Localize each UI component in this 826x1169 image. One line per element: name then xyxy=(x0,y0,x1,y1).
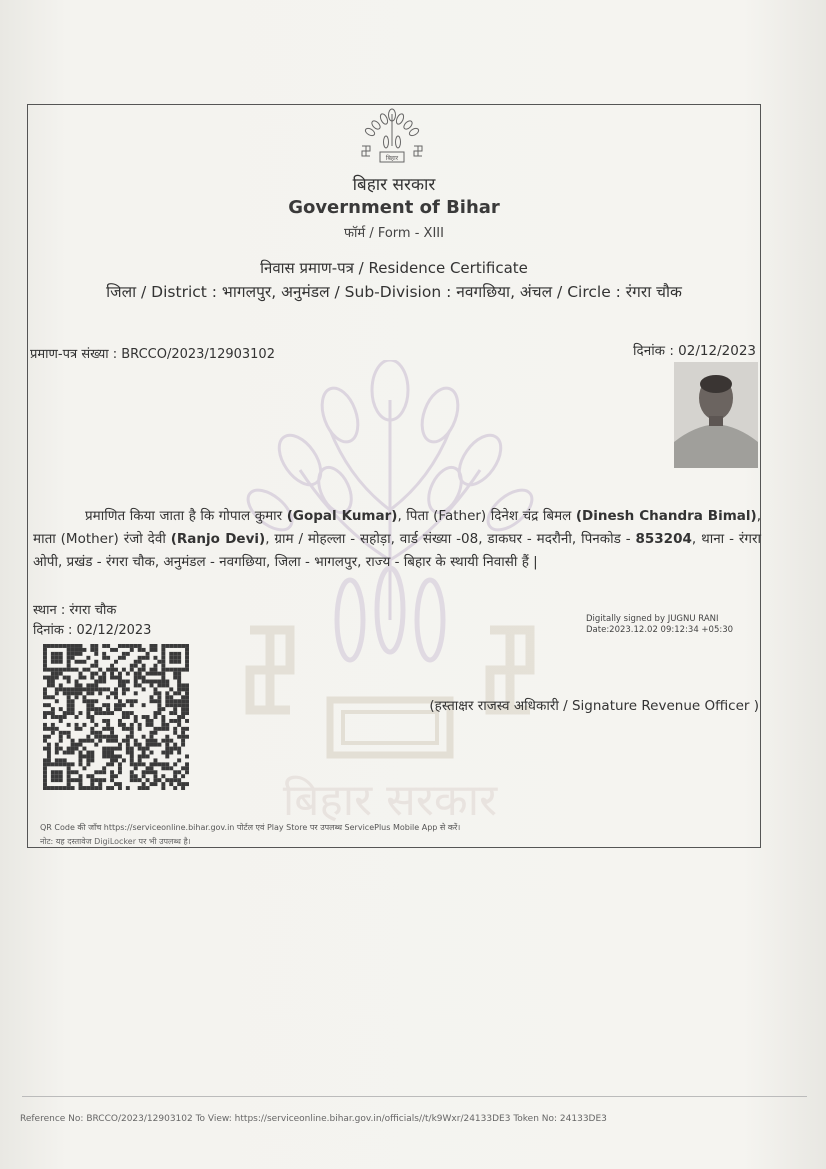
applicant-photo xyxy=(674,362,758,468)
certificate-body: प्रमाणित किया जाता है कि गोपाल कुमार (Gopal Kumar), पिता (Father) दिनेश चंद्र बिमल (Dinesh Chandra Bimal), माता (Mother) रंजो देवी (Ranjo Devi), ग्राम / मोहल्ला - सहोड़ा, वार्ड संख्या -08, डाकघर - मदरौनी, पिनकोड - 853204, थाना - रंगरा ओपी, प्रखंड - रंगरा चौक, अनुमंडल - नवगछिया, जिला - भागलपुर, राज्य - बिहार के स्थायी निवासी हैं | xyxy=(33,508,761,570)
government-english: Government of Bihar xyxy=(288,197,500,218)
digital-signature xyxy=(586,614,733,636)
reference-line: Reference No: BRCCO/2023/12903102 To View: https://serviceonline.bihar.gov.in/officials//t/k9Wxr/24133DE3 Token No: 24133DE3 xyxy=(20,1114,607,1124)
footer-divider xyxy=(22,1096,807,1097)
digilocker-note: नोट: यह दस्तावेज DigiLocker पर भी उपलब्ध है। xyxy=(40,837,191,846)
bihar-emblem-icon xyxy=(358,108,426,170)
government-hindi: बिहार सरकार xyxy=(352,175,436,195)
verification-qr-code[interactable] xyxy=(43,644,189,790)
issue-date: दिनांक : 02/12/2023 xyxy=(33,623,152,638)
signature-label: (हस्ताक्षर राजस्व अधिकारी / Signature Revenue Officer ) xyxy=(429,698,759,714)
form-number: फॉर्म / Form - XIII xyxy=(344,226,444,241)
person-silhouette-icon xyxy=(674,362,758,468)
watermark-text: बिहार सरकार xyxy=(282,775,498,826)
certificate-number: प्रमाण-पत्र संख्या : BRCCO/2023/12903102 xyxy=(30,347,275,362)
certificate-title: निवास प्रमाण-पत्र / Residence Certificate xyxy=(260,259,528,277)
emblem-label: बिहार xyxy=(385,155,399,162)
place-label: स्थान : रंगरा चौक xyxy=(33,603,117,618)
digital-signer: Digitally signed by JUGNU RANI xyxy=(586,614,719,624)
qr-verification-note: QR Code की जाँच https://serviceonline.bihar.gov.in पोर्टल एवं Play Store पर उपलब्ध ServicePlus Mobile App से करें। xyxy=(40,823,461,832)
district-line: जिला / District : भागलपुर, अनुमंडल / Sub-Division : नवगछिया, अंचल / Circle : रंगरा चौक xyxy=(106,283,682,301)
digital-sign-date: Date:2023.12.02 09:12:34 +05:30 xyxy=(586,625,734,635)
certificate-date: दिनांक : 02/12/2023 xyxy=(633,343,756,359)
bihar-emblem-watermark xyxy=(230,360,550,830)
